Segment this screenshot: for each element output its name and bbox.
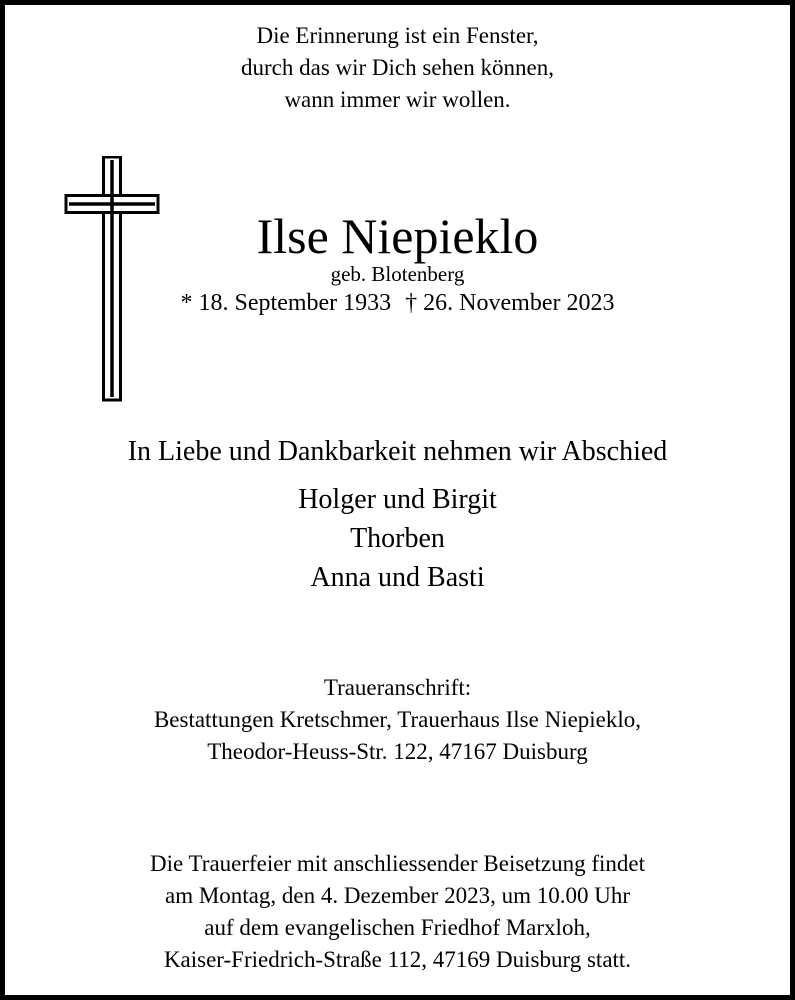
mourner-name: Thorben bbox=[350, 523, 445, 554]
verse-line: wann immer wir wollen. bbox=[284, 87, 511, 112]
mourners-list bbox=[0, 480, 795, 597]
mourner-name: Anna und Basti bbox=[310, 562, 485, 593]
service-line: am Montag, den 4. Dezember 2023, um 10.00 Uhr bbox=[164, 883, 630, 908]
maiden-name: geb. Blotenberg bbox=[330, 262, 465, 286]
address-line: Theodor-Heuss-Str. 122, 47167 Duisburg bbox=[207, 739, 588, 764]
deceased-name: Ilse Niepieklo bbox=[256, 208, 539, 264]
verse-line: durch das wir Dich sehen können, bbox=[241, 55, 554, 80]
mourner-name: Holger und Birgit bbox=[298, 484, 497, 515]
address-line: Bestattungen Kretschmer, Trauerhaus Ilse Niepieklo, bbox=[153, 707, 642, 732]
life-dates bbox=[0, 287, 795, 319]
birth-date: * 18. September 1933 bbox=[180, 290, 392, 316]
funeral-service-info bbox=[0, 848, 795, 976]
memorial-verse bbox=[0, 20, 795, 116]
mourning-address bbox=[0, 672, 795, 768]
verse-line: Die Erinnerung ist ein Fenster, bbox=[256, 23, 539, 48]
service-line: Kaiser-Friedrich-Straße 112, 47169 Duisburg statt. bbox=[163, 947, 632, 972]
death-date: † 26. November 2023 bbox=[405, 290, 615, 316]
service-line: Die Trauerfeier mit anschliessender Beisetzung findet bbox=[150, 851, 645, 876]
service-line: auf dem evangelischen Friedhof Marxloh, bbox=[204, 915, 591, 940]
farewell-line: In Liebe und Dankbarkeit nehmen wir Abschied bbox=[127, 436, 668, 467]
address-label: Traueranschrift: bbox=[323, 675, 472, 700]
